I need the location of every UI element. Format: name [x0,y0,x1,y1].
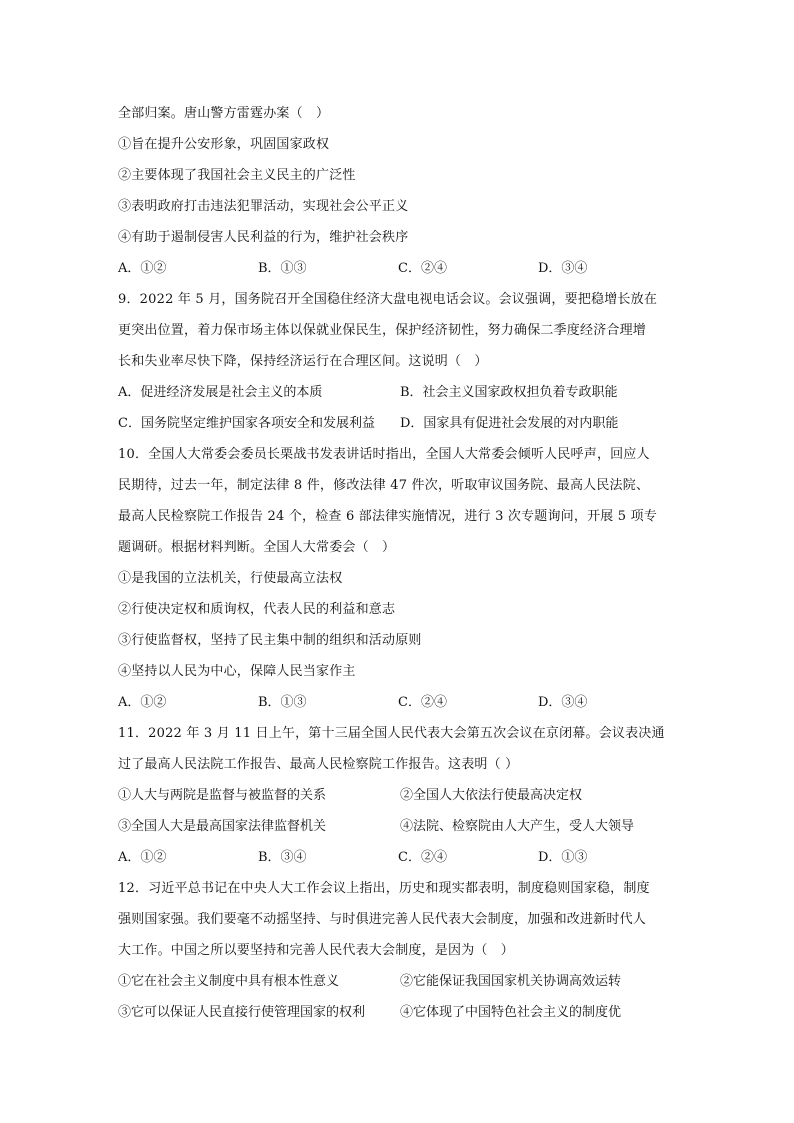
option-a: A．①② [118,850,167,865]
question-stem-line: 强则国家强。我们要毫不动摇坚持、与时俱进完善人民代表大会制度，加强和改进新时代人 [118,912,647,927]
option-b: B．①③ [258,695,307,710]
statement-1: ①是我国的立法机关，行使最高立法权 [118,571,343,586]
statement-4: ④法院、检察院由人大产生，受人大领导 [400,819,635,834]
question-stem-line: 11．2022 年 3 月 11 日上午，第十三届全国人民代表大会第五次会议在京闭幕。会议表决通 [118,726,665,741]
option-d: D．③④ [538,261,588,276]
option-d: D．③④ [538,695,588,710]
question-8 [118,98,682,284]
statement-row [118,811,682,842]
question-9 [118,284,682,439]
statement-row [118,966,682,997]
answer-options [118,687,682,718]
statement-4: ④有助于遏制侵害人民利益的行为，维护社会秩序 [118,230,409,245]
option-c: C．国务院坚定维护国家各项安全和发展利益 [118,416,375,431]
question-12 [118,873,682,1028]
question-11 [118,718,682,873]
option-c: C．②④ [398,850,447,865]
option-c: C．②④ [398,261,447,276]
question-stem-line: 12．习近平总书记在中央人大工作会议上指出，历史和现实都表明，制度稳则国家稳，制度 [118,881,650,896]
question-stem-line: 长和失业率尽快下降，保持经济运行在合理区间。这说明（ ） [118,354,488,369]
question-10 [118,439,682,718]
option-c: C．②④ [398,695,447,710]
statement-1: ①旨在提升公安形象，巩固国家政权 [118,137,330,152]
option-a: A．促进经济发展是社会主义的本质 [118,385,323,400]
statement-2: ②它能保证我国国家机关协调高效运转 [400,974,622,989]
statement-row [118,997,682,1028]
statement-1: ①人大与两院是监督与被监督的关系 [118,788,327,803]
statement-2: ②全国人大依法行使最高决定权 [400,788,583,803]
statement-row [118,780,682,811]
statement-4: ④坚持以人民为中心，保障人民当家作主 [118,664,356,679]
option-d: D．①③ [538,850,588,865]
statement-3: ③它可以保证人民直接行使管理国家的权利 [118,1005,366,1020]
question-stem: 全部归案。唐山警方雷霆办案（ ） [118,106,330,121]
question-stem-line: 过了最高人民法院工作报告、最高人民检察院工作报告。这表明（ ） [118,757,519,772]
statement-3: ③全国人大是最高国家法律监督机关 [118,819,327,834]
statement-4: ④它体现了中国特色社会主义的制度优 [400,1005,622,1020]
option-b: B．③④ [258,850,307,865]
answer-options [118,377,682,408]
question-stem-line: 民期待，过去一年，制定法律 8 件，修改法律 47 件次，听取审议国务院、最高人民法院、 [118,478,650,493]
option-a: A．①② [118,695,167,710]
question-stem-line: 题调研。根据材料判断。全国人大常委会（ ） [118,540,396,555]
answer-options [118,842,682,873]
answer-options [118,408,682,439]
option-a: A．①② [118,261,167,276]
question-stem-line: 10．全国人大常委会委员长栗战书发表讲话时指出，全国人大常委会倾听人民呼声，回应人 [118,447,650,462]
statement-2: ②主要体现了我国社会主义民主的广泛性 [118,168,356,183]
option-d: D．国家具有促进社会发展的对内职能 [400,416,619,431]
question-stem-line: 大工作。中国之所以要坚持和完善人民代表大会制度，是因为（ ） [118,943,515,958]
question-stem-line: 9．2022 年 5 月，国务院召开全国稳住经济大盘电视电话会议。会议强调，要把稳增长放在 [118,292,658,307]
option-b: B．①③ [258,261,307,276]
statement-1: ①它在社会主义制度中具有根本性意义 [118,974,340,989]
statement-2: ②行使决定权和质询权，代表人民的利益和意志 [118,602,396,617]
statement-3: ③表明政府打击违法犯罪活动，实现社会公平正义 [118,199,409,214]
option-b: B．社会主义国家政权担负着专政职能 [400,385,618,400]
answer-options [118,253,682,284]
question-stem-line: 最高人民检察院工作报告 24 个，检查 6 部法律实施情况，进行 3 次专题询问，开展 5 项专 [118,509,658,524]
question-stem-line: 更突出位置，着力保市场主体以保就业保民生，保护经济韧性，努力确保二季度经济合理增 [118,323,647,338]
statement-3: ③行使监督权，坚持了民主集中制的组织和活动原则 [118,633,422,648]
